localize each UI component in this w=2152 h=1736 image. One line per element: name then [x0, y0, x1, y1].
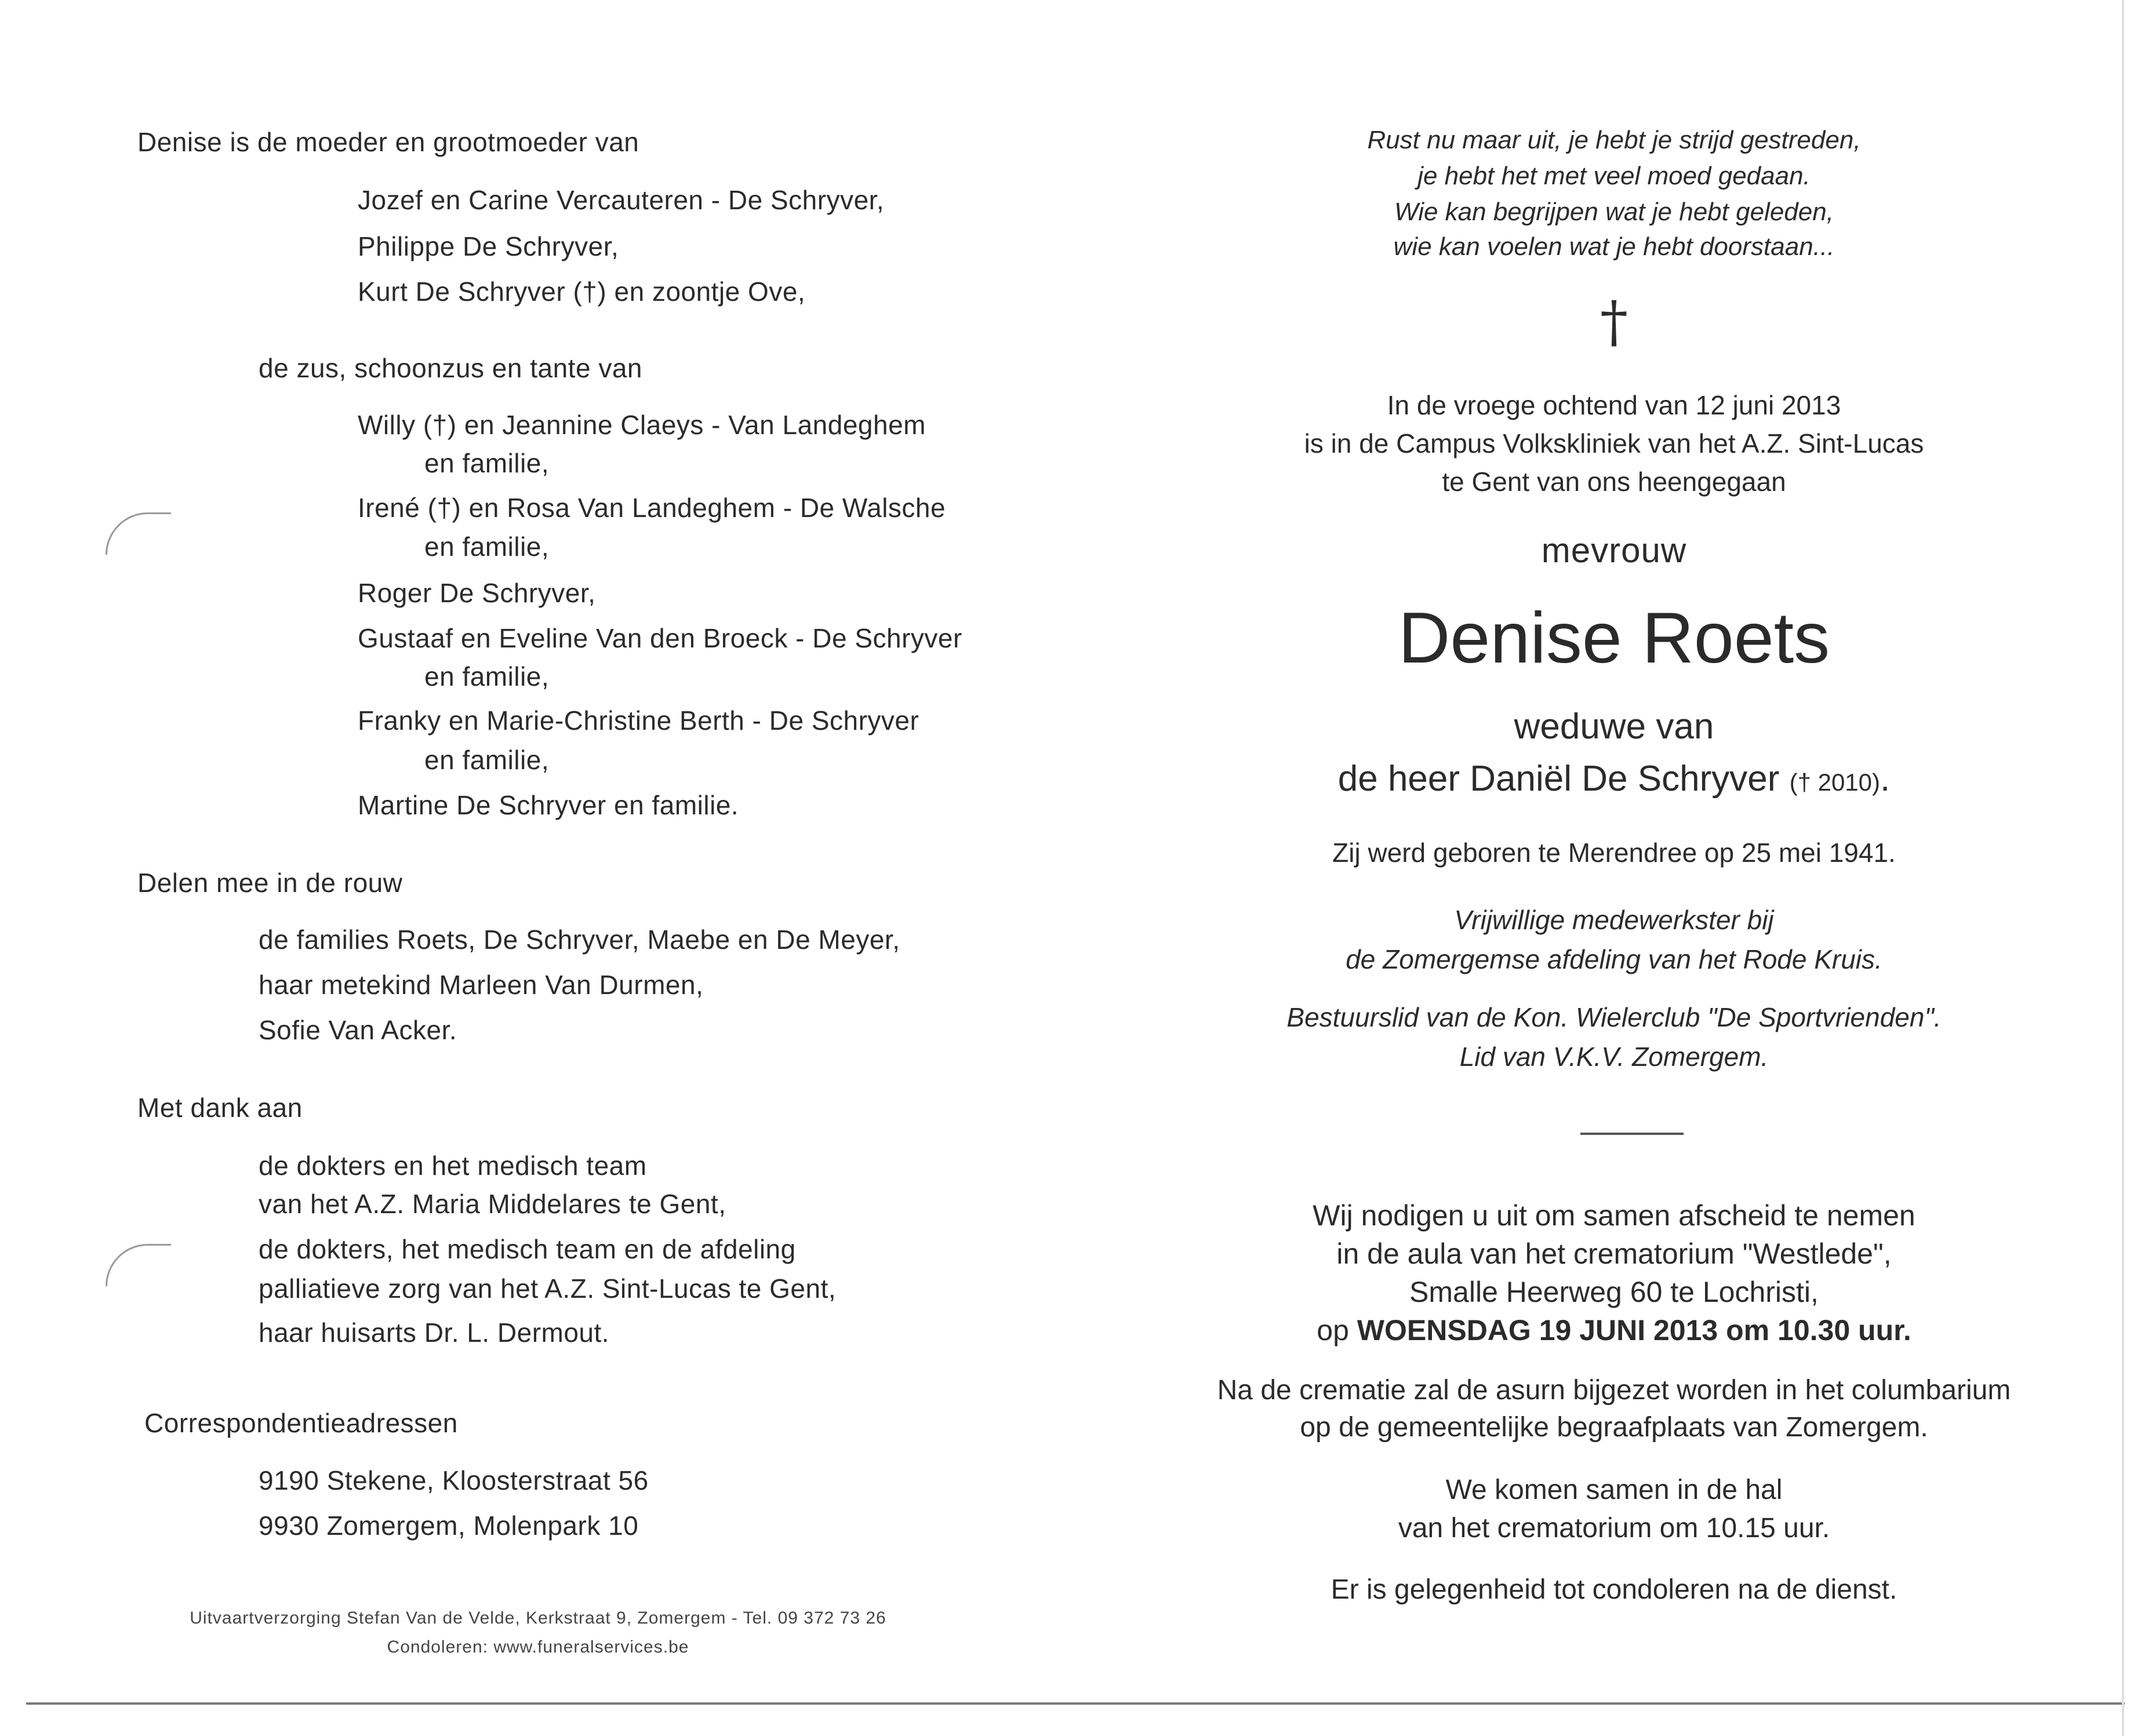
widow-of-label: weduwe van [1514, 707, 1714, 747]
invitation-line: Smalle Heerweg 60 te Lochristi, [1409, 1276, 1819, 1308]
section-heading-thanks: Met dank aan [137, 1093, 303, 1123]
address-line: 9190 Stekene, Kloosterstraat 56 [259, 1465, 649, 1495]
separator-line [1580, 1133, 1684, 1135]
list-item: en familie, [424, 745, 550, 775]
cremation-line: op de gemeentelijke begraafplaats van Zomergem. [1300, 1412, 1928, 1443]
list-item: Sofie Van Acker. [259, 1015, 457, 1045]
meeting-line: We komen samen in de hal [1445, 1475, 1783, 1505]
cross-icon: † [1600, 289, 1628, 354]
section-heading-siblings: de zus, schoonzus en tante van [259, 353, 642, 383]
birth-line: Zij werd geboren te Merendree op 25 mei 1941. [1332, 838, 1896, 868]
list-item: Philippe De Schryver, [358, 231, 619, 261]
list-item: Franky en Marie-Christine Berth - De Schryver [358, 705, 919, 736]
meeting-line: van het crematorium om 10.15 uur. [1398, 1513, 1830, 1544]
condolence-line: Er is gelegenheid tot condoleren na de dienst. [1331, 1574, 1897, 1605]
service-date-line [1076, 1311, 2152, 1349]
list-item: haar huisarts Dr. L. Dermout. [259, 1318, 610, 1348]
deceased-name: Denise Roets [1398, 598, 1830, 678]
husband-line-end: . [1880, 759, 1891, 799]
list-item: Willy (†) en Jeannine Claeys - Van Landeghem [358, 410, 926, 440]
invitation-line: Wij nodigen u uit om samen afscheid te nemen [1313, 1199, 1915, 1232]
page-edge [2122, 0, 2124, 1736]
list-item: haar metekind Marleen Van Durmen, [259, 970, 704, 1000]
list-item: Gustaaf en Eveline Van den Broeck - De Schryver [358, 623, 962, 653]
poem-line: wie kan voelen wat je hebt doorstaan... [1393, 232, 1835, 261]
volunteer-line: Vrijwillige medewerkster bij [1454, 905, 1774, 935]
service-date: WOENSDAG 19 JUNI 2013 om 10.30 uur. [1357, 1314, 1911, 1346]
list-item: Jozef en Carine Vercauteren - De Schryver, [358, 185, 885, 215]
list-item: en familie, [424, 661, 550, 692]
board-line: Bestuurslid van de Kon. Wielerclub "De Sportvrienden". [1286, 1002, 1942, 1032]
husband-line [1076, 756, 2152, 806]
poem-line: Wie kan begrijpen wat je hebt geleden, [1394, 198, 1834, 226]
husband-death-year: († 2010) [1789, 769, 1881, 796]
list-item: Kurt De Schryver (†) en zoontje Ove, [358, 276, 806, 307]
section-heading-family: Denise is de moeder en grootmoeder van [137, 127, 639, 157]
poem-line: Rust nu maar uit, je hebt je strijd gestreden, [1367, 126, 1861, 154]
invitation-line: in de aula van het crematorium "Westlede", [1336, 1238, 1892, 1270]
section-heading-addresses: Correspondentieadressen [144, 1408, 458, 1438]
passing-line: In de vroege ochtend van 12 juni 2013 [1387, 390, 1841, 420]
poem-line: je hebt het met veel moed gedaan. [1417, 162, 1811, 190]
list-item: en familie, [424, 532, 550, 562]
list-item: palliatieve zorg van het A.Z. Sint-Lucas te Gent, [259, 1273, 837, 1304]
list-item: de dokters en het medisch team [259, 1151, 647, 1181]
list-item: Irené (†) en Rosa Van Landeghem - De Walsche [358, 493, 946, 523]
right-panel [1076, 0, 2152, 1736]
list-item: de families Roets, De Schryver, Maebe en De Meyer, [259, 925, 900, 955]
condolence-url-line: Condoleren: www.funeralservices.be [387, 1637, 689, 1657]
funeral-director-line: Uitvaartverzorging Stefan Van de Velde, Kerkstraat 9, Zomergem - Tel. 09 372 73 26 [190, 1608, 886, 1628]
salutation: mevrouw [1541, 531, 1687, 570]
bottom-rule [26, 1702, 2125, 1705]
husband-name: de heer Daniël De Schryver [1337, 759, 1780, 799]
section-heading-mourning: Delen mee in de rouw [137, 868, 403, 898]
list-item: en familie, [424, 448, 550, 478]
cremation-line: Na de crematie zal de asurn bijgezet worden in het columbarium [1217, 1375, 2011, 1406]
passing-line: te Gent van ons heengegaan [1442, 467, 1786, 497]
passing-line: is in de Campus Volkskliniek van het A.Z. Sint-Lucas [1304, 428, 1924, 458]
address-line: 9930 Zomergem, Molenpark 10 [259, 1511, 639, 1541]
list-item: de dokters, het medisch team en de afdeling [259, 1234, 796, 1264]
list-item: Roger De Schryver, [358, 578, 596, 608]
service-date-prefix: op [1317, 1314, 1357, 1346]
list-item: Martine De Schryver en familie. [358, 790, 739, 820]
list-item: van het A.Z. Maria Middelares te Gent, [259, 1189, 726, 1219]
board-line: Lid van V.K.V. Zomergem. [1459, 1042, 1769, 1072]
volunteer-line: de Zomergemse afdeling van het Rode Kruis. [1346, 944, 1882, 974]
